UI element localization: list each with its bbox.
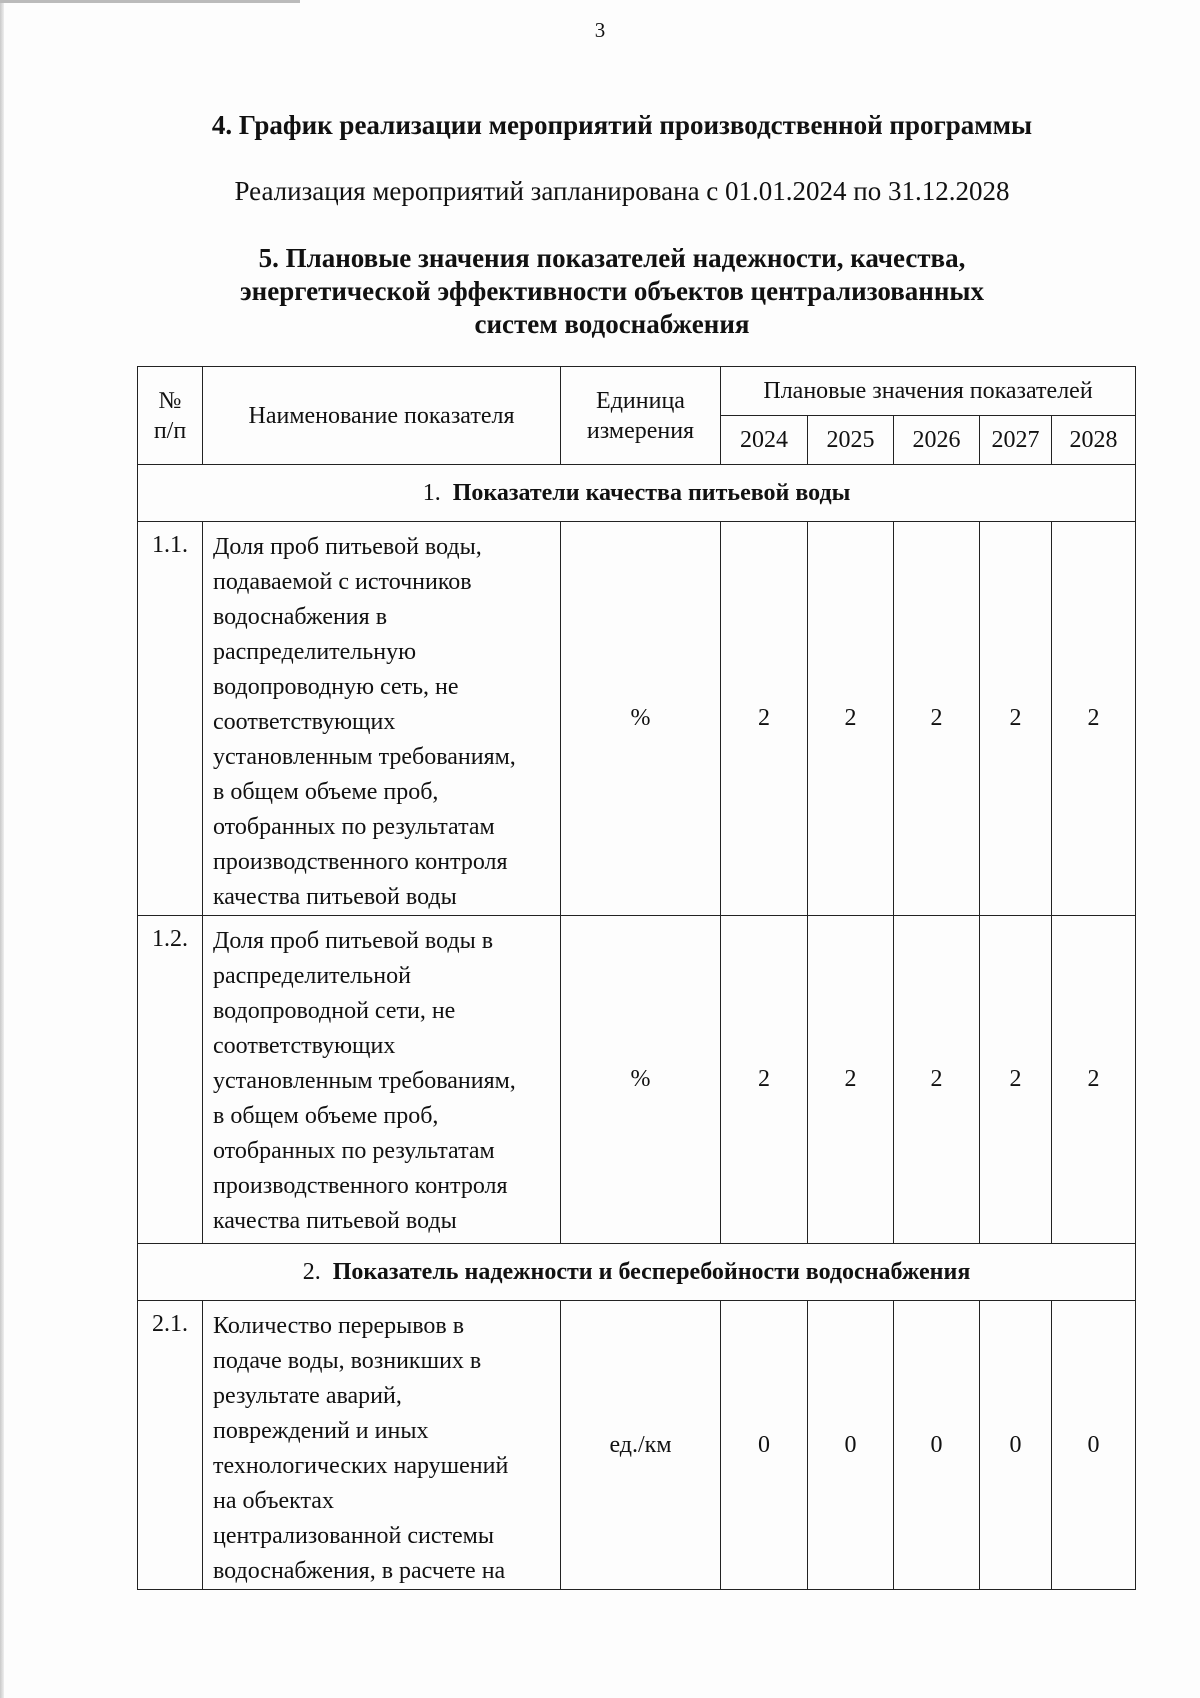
indicator-name-line: в общем объеме проб, (213, 779, 439, 805)
indicator-name-line: распределительной (213, 963, 411, 989)
indicator-name-line: качества питьевой воды (213, 884, 457, 910)
value-cell: 0 (721, 1301, 808, 1590)
section-row (138, 465, 1136, 522)
indicator-name (203, 916, 561, 1244)
section-heading (138, 1244, 1136, 1301)
indicator-name-line: установленным требованиям, (213, 1068, 516, 1094)
indicator-name-line: водоснабжения в (213, 604, 388, 630)
header-plan: Плановые значения показателей (721, 367, 1136, 416)
section-number: 2. (302, 1258, 321, 1285)
indicator-name-line: технологических нарушений (213, 1453, 509, 1479)
unit-cell: ед./км (561, 1301, 721, 1590)
page-number: 3 (594, 18, 606, 42)
indicator-name-line: производственного контроля (213, 1173, 508, 1199)
value-cell: 2 (980, 916, 1052, 1244)
value-cell: 2 (894, 916, 980, 1244)
indicator-name-line: водопроводной сети, не (213, 998, 456, 1024)
value-cell: 0 (1052, 1301, 1136, 1590)
header-number: № п/п (138, 367, 203, 465)
value-cell: 0 (980, 1301, 1052, 1590)
value-cell: 0 (808, 1301, 894, 1590)
section-row (138, 1244, 1136, 1301)
indicator-name-line: Доля проб питьевой воды в (213, 928, 494, 954)
indicator-name-line: соответствующих (213, 709, 396, 735)
indicator-name-line: водоснабжения, в расчете на (213, 1558, 506, 1584)
value-cell: 2 (721, 916, 808, 1244)
header-year: 2028 (1052, 416, 1136, 465)
row-number: 1.1. (138, 522, 203, 916)
indicator-name-line: в общем объеме проб, (213, 1103, 439, 1129)
header-name: Наименование показателя (203, 367, 561, 465)
indicator-name-line: установленным требованиям, (213, 744, 516, 770)
header-unit: Единица измерения (561, 367, 721, 465)
indicator-name-line: Количество перерывов в (213, 1313, 465, 1339)
value-cell: 2 (808, 522, 894, 916)
unit-cell: % (561, 916, 721, 1244)
section-title: Показатели качества питьевой воды (452, 479, 851, 506)
header-year: 2025 (808, 416, 894, 465)
indicator-name-line: качества питьевой воды (213, 1208, 457, 1234)
section5-title-line: энергетической эффективности объектов централизованных (239, 276, 984, 306)
schedule-text: Реализация мероприятий запланирована с 01.01.2024 по 31.12.2028 (234, 176, 1010, 206)
value-cell: 2 (808, 916, 894, 1244)
header-year: 2027 (980, 416, 1052, 465)
indicator-name-line: Доля проб питьевой воды, (213, 534, 482, 560)
indicator-name-line: соответствующих (213, 1033, 396, 1059)
table-row (138, 522, 1136, 916)
section-heading (138, 465, 1136, 522)
value-cell: 2 (1052, 522, 1136, 916)
indicator-name-line: производственного контроля (213, 849, 508, 875)
row-number: 1.2. (138, 916, 203, 1244)
indicator-name-line: повреждений и иных (213, 1418, 429, 1444)
section4-title: 4. График реализации мероприятий производственной программы (211, 110, 1033, 140)
table-row (138, 916, 1136, 1244)
indicator-name-line: отобранных по результатам (213, 1138, 495, 1164)
section-number: 1. (422, 479, 441, 506)
indicator-name-line: отобранных по результатам (213, 814, 495, 840)
value-cell: 2 (980, 522, 1052, 916)
value-cell: 2 (721, 522, 808, 916)
scan-top-edge (0, 0, 300, 3)
indicator-name (203, 1301, 561, 1590)
indicator-name-line: распределительную (213, 639, 417, 665)
indicators-table (137, 366, 1136, 1590)
section5-title (12, 242, 1200, 341)
scan-edge (0, 0, 4, 1698)
header-year: 2024 (721, 416, 808, 465)
indicator-name-line: подаче воды, возникших в (213, 1348, 482, 1374)
header-year: 2026 (894, 416, 980, 465)
indicator-name-line: централизованной системы (213, 1523, 494, 1549)
table-body (138, 465, 1136, 1590)
table-row (138, 1301, 1136, 1590)
indicator-name (203, 522, 561, 916)
value-cell: 0 (894, 1301, 980, 1590)
value-cell: 2 (894, 522, 980, 916)
indicator-name-line: водопроводную сеть, не (213, 674, 459, 700)
section-title: Показатель надежности и бесперебойности водоснабжения (332, 1258, 971, 1285)
section5-title-line: 5. Плановые значения показателей надежности, качества, (258, 243, 966, 273)
row-number: 2.1. (138, 1301, 203, 1590)
value-cell: 2 (1052, 916, 1136, 1244)
indicator-name-line: результате аварий, (213, 1383, 402, 1409)
unit-cell: % (561, 522, 721, 916)
section5-title-line: систем водоснабжения (474, 309, 750, 339)
indicator-name-line: подаваемой с источников (213, 569, 472, 595)
indicator-name-line: на объектах (213, 1488, 334, 1514)
